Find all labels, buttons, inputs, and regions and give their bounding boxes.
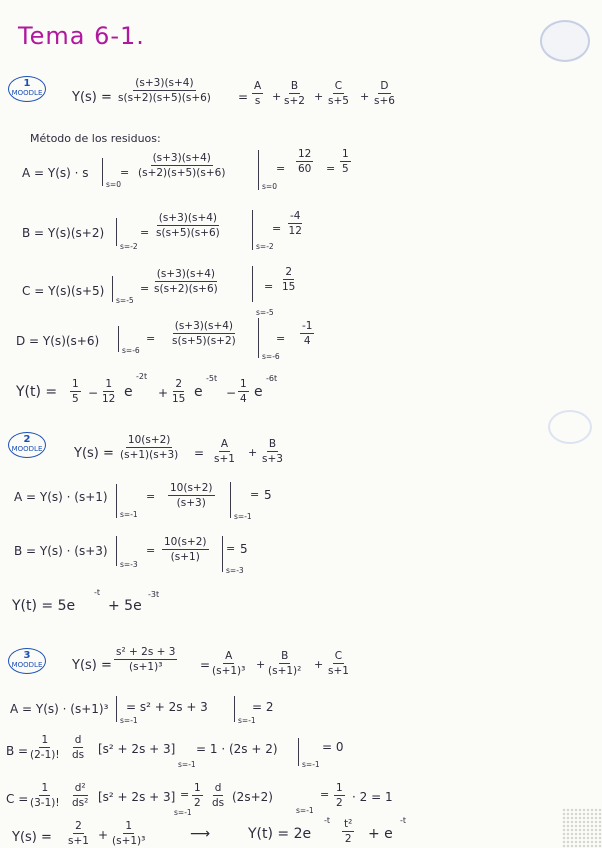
- eval-bar: [116, 696, 117, 722]
- p1-lhs: Y(s) =: [72, 90, 112, 105]
- equals-sign: =: [120, 166, 130, 179]
- exp-power: -2t: [136, 372, 148, 381]
- p2-B-at2: s=-3: [226, 566, 244, 575]
- p1-C-lhs: C = Y(s)(s+5): [22, 284, 105, 298]
- eval-bar: [234, 696, 235, 722]
- exp-power: -t: [400, 816, 407, 825]
- equals-sign: =: [250, 488, 260, 501]
- p3-A-at2: s=-1: [238, 716, 256, 725]
- arrow-icon: ⟶: [190, 826, 211, 842]
- plus-sign: +: [158, 386, 169, 400]
- p3-C-expr: [s² + 2s + 3]: [98, 790, 176, 804]
- exp-power: -5t: [206, 374, 218, 383]
- p1-term-c: $\frac{C}{s+5}$: [328, 80, 349, 107]
- p1-eq: =: [238, 90, 249, 104]
- p1-C-fraction: $\frac{(s+3)(s+4)}{s(s+2)(s+6)}$: [154, 268, 218, 295]
- p1-D-at2: s=-6: [262, 352, 280, 361]
- exp-power: -t: [324, 816, 331, 825]
- p3-B-mid: = 1 · (2s + 2): [196, 742, 278, 756]
- p3-fraction: $\frac{\text{s² + 2s + 3}}{\text{(s+1)³}}$: [116, 646, 176, 673]
- p1-B-at2: s=-2: [256, 242, 274, 251]
- p3-A-mid: = s² + 2s + 3: [126, 700, 208, 714]
- p2-A-at: s=-1: [120, 510, 138, 519]
- plus-sign: +: [314, 90, 324, 103]
- p2-A-result: 5: [264, 488, 272, 502]
- p1-C-at2: s=-5: [256, 308, 274, 317]
- plus-sign: +: [360, 90, 370, 103]
- p1-term-b: $\frac{B}{s+2}$: [284, 80, 305, 107]
- eval-bar: [252, 266, 253, 302]
- page-title: Tema 6-1.: [18, 22, 145, 50]
- p1-term-d: $\frac{D}{s+6}$: [374, 80, 395, 107]
- equals-sign: =: [200, 658, 211, 672]
- plus-sign: +: [256, 658, 266, 671]
- p3-final-a: $\frac{2}{s+1}$: [68, 820, 89, 847]
- p3-B-result: = 0: [322, 740, 344, 754]
- equals-sign: =: [180, 788, 190, 801]
- plus-sign: +: [272, 90, 282, 103]
- p3-B-expr: [s² + 2s + 3]: [98, 742, 176, 756]
- p3-lhs: Y(s) =: [72, 658, 112, 673]
- punch-hole-top: [540, 20, 590, 62]
- p1-result-t3: $\frac{2}{15}$: [172, 378, 186, 405]
- p1-D-lhs: D = Y(s)(s+6): [16, 334, 100, 348]
- exp-power: -3t: [148, 590, 160, 599]
- equals-sign: =: [320, 788, 330, 801]
- p3-C-dds: $\frac{d}{ds}$: [212, 782, 225, 809]
- p3-B-at2: s=-1: [302, 760, 320, 769]
- p2-result-lhs: Y(t) = 5e: [12, 598, 76, 614]
- p3-term-b: $\frac{B}{\text{(s+1)²}}$: [268, 650, 302, 677]
- p2-result-mid: + 5e: [108, 598, 142, 614]
- punch-hole-middle: [548, 410, 592, 444]
- exp-base: e: [254, 384, 263, 400]
- equals-sign: =: [140, 226, 150, 239]
- moodle-badge-2: 2 MOODLE: [8, 432, 46, 458]
- p1-D-result: $\frac{-1}{4}$: [302, 320, 313, 347]
- method-label: Método de los residuos:: [30, 132, 161, 145]
- p3-final-b: $\frac{1}{\text{(s+1)³}}$: [112, 820, 146, 847]
- scan-noise: [562, 808, 602, 848]
- p2-A-fraction: $\frac{10(s+2)}{(s+3)}$: [170, 482, 213, 509]
- p1-C-at: s=-5: [116, 296, 134, 305]
- p3-final-plus-e: + e: [368, 826, 393, 842]
- p3-C-at2: s=-1: [296, 806, 314, 815]
- p2-term-a: $\frac{A}{s+1}$: [214, 438, 235, 465]
- eval-bar: [116, 536, 117, 566]
- eval-bar: [258, 318, 259, 358]
- p1-result-t2: $\frac{1}{12}$: [102, 378, 116, 405]
- p1-result-t4: $\frac{1}{4}$: [240, 378, 247, 405]
- p1-B-at: s=-2: [120, 242, 138, 251]
- p2-term-b: $\frac{B}{s+3}$: [262, 438, 283, 465]
- p3-C-half2: $\frac{1}{2}$: [336, 782, 343, 809]
- p2-B-result: 5: [240, 542, 248, 556]
- p1-D-fraction: $\frac{(s+3)(s+4)}{s(s+5)(s+2)}$: [172, 320, 236, 347]
- p1-term-a: $\frac{A}{s}$: [254, 80, 262, 107]
- p1-A-at: s=0: [106, 180, 121, 189]
- p3-B-lhs: B =: [6, 744, 29, 758]
- equals-sign: =: [276, 332, 286, 345]
- equals-sign: =: [264, 280, 274, 293]
- minus-sign: −: [88, 386, 99, 400]
- equals-sign: =: [146, 544, 156, 557]
- p1-result-t1: $\frac{1}{5}$: [72, 378, 79, 405]
- p3-A-at: s=-1: [120, 716, 138, 725]
- eval-bar: [112, 276, 113, 302]
- equals-sign: =: [326, 162, 336, 175]
- eval-bar: [116, 218, 117, 246]
- p1-C-result: $\frac{2}{15}$: [282, 266, 296, 293]
- p3-final-lhs: Y(s) =: [12, 830, 52, 845]
- eval-bar: [116, 484, 117, 518]
- eval-bar: [118, 326, 119, 352]
- equals-sign: =: [140, 282, 150, 295]
- p3-C-at: s=-1: [174, 808, 192, 817]
- p1-A-simplified: $\frac{1}{5}$: [342, 148, 349, 175]
- exp-power: -6t: [266, 374, 278, 383]
- p2-B-lhs: B = Y(s) · (s+3): [14, 544, 108, 558]
- eval-bar: [222, 536, 223, 572]
- p1-B-fraction: $\frac{(s+3)(s+4)}{s(s+5)(s+6)}$: [156, 212, 220, 239]
- p2-lhs: Y(s) =: [74, 446, 114, 461]
- p1-result-lhs: Y(t) =: [16, 384, 58, 400]
- minus-sign: −: [226, 386, 237, 400]
- p3-final-t: $\frac{\text{t²}}{2}$: [344, 818, 353, 845]
- equals-sign: =: [226, 542, 236, 555]
- p3-C-derivative: $\frac{\text{d²}}{\text{ds²}}$: [72, 782, 89, 809]
- equals-sign: =: [194, 446, 205, 460]
- p3-A-result: = 2: [252, 700, 274, 714]
- p3-term-c: $\frac{C}{s+1}$: [328, 650, 349, 677]
- p2-fraction: $\frac{10(s+2)}{(s+1)(s+3)}$: [120, 434, 179, 461]
- moodle-badge-1: 1 MOODLE: [8, 76, 46, 102]
- p3-C-lhs: C =: [6, 792, 29, 806]
- moodle-badge-3: 3 MOODLE: [8, 648, 46, 674]
- p2-A-lhs: A = Y(s) · (s+1): [14, 490, 108, 504]
- p3-B-derivative: $\frac{d}{ds}$: [72, 734, 85, 761]
- eval-bar: [258, 150, 259, 190]
- p3-C-mid: (2s+2): [232, 790, 273, 804]
- plus-sign: +: [248, 446, 258, 459]
- equals-sign: =: [272, 222, 282, 235]
- exp-base: e: [194, 384, 203, 400]
- p1-A-at2: s=0: [262, 182, 277, 191]
- p1-fraction: $\frac{(s+3)(s+4)}{s(s+2)(s+5)(s+6)}$: [118, 77, 211, 104]
- p3-A-lhs: A = Y(s) · (s+1)³: [10, 702, 109, 716]
- p1-A-fraction: $\frac{(s+3)(s+4)}{(s+2)(s+5)(s+6)}$: [138, 152, 226, 179]
- eval-bar: [298, 738, 299, 766]
- p1-B-lhs: B = Y(s)(s+2): [22, 226, 105, 240]
- p3-term-a: $\frac{A}{\text{(s+1)³}}$: [212, 650, 246, 677]
- eval-bar: [102, 158, 103, 186]
- p1-B-result: $\frac{-4}{12}$: [288, 210, 302, 237]
- exp-power: -t: [94, 588, 101, 597]
- p3-C-result: · 2 = 1: [352, 790, 393, 804]
- eval-bar: [252, 210, 253, 250]
- exp-base: e: [124, 384, 133, 400]
- p2-A-at2: s=-1: [234, 512, 252, 521]
- equals-sign: =: [146, 332, 156, 345]
- p1-D-at: s=-6: [122, 346, 140, 355]
- p2-B-fraction: $\frac{10(s+2)}{(s+1)}$: [164, 536, 207, 563]
- p3-C-half: $\frac{1}{2}$: [194, 782, 201, 809]
- plus-sign: +: [98, 828, 109, 842]
- equals-sign: =: [146, 490, 156, 503]
- p3-B-factorial: $\frac{1}{(2-1)!}$: [30, 734, 60, 761]
- p3-C-factorial: $\frac{1}{(3-1)!}$: [30, 782, 60, 809]
- plus-sign: +: [314, 658, 324, 671]
- p3-B-at: s=-1: [178, 760, 196, 769]
- equals-sign: =: [276, 162, 286, 175]
- p1-A-result: $\frac{12}{60}$: [298, 148, 312, 175]
- eval-bar: [230, 482, 231, 518]
- p1-A-lhs: A = Y(s) · s: [22, 166, 89, 180]
- p3-final-rhs: Y(t) = 2e: [248, 826, 312, 842]
- p2-B-at: s=-3: [120, 560, 138, 569]
